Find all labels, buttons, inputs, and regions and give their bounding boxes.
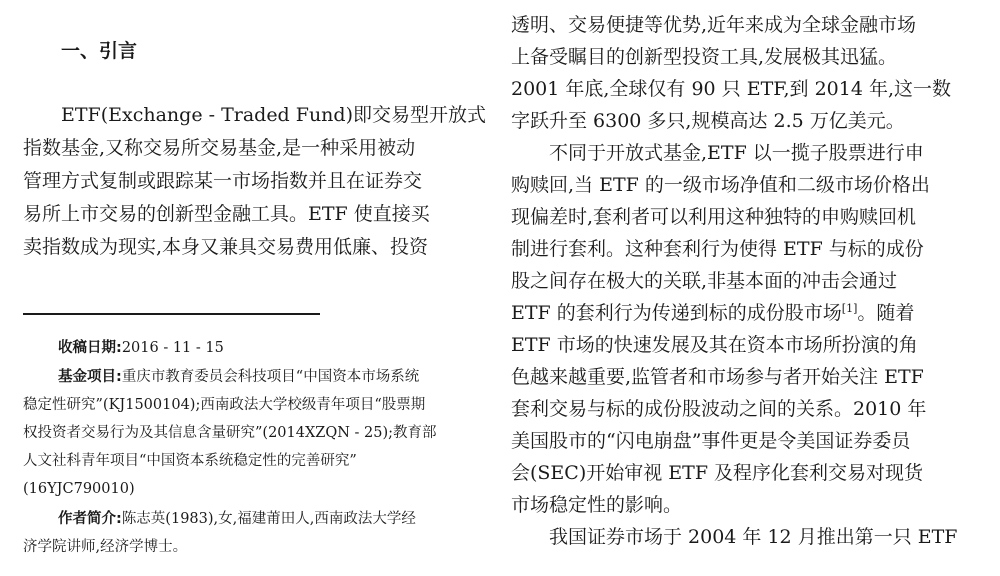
body-line: 透明、交易便捷等优势,近年来成为全球金融市场 (511, 14, 917, 36)
footnote-divider (23, 313, 320, 315)
body-line: 我国证券市场于 2004 年 12 月推出第一只 ETF (549, 526, 958, 548)
body-line: 上备受瞩目的创新型投资工具,发展极其迅猛。 (511, 46, 898, 68)
body-line: 色越来越重要,监管者和市场参与者开始关注 ETF (511, 366, 924, 388)
fund-line: 重庆市教育委员会科技项目“中国资本市场系统 (121, 369, 420, 385)
footnote-fund (58, 367, 419, 387)
footnote-line: 人文社科青年项目“中国资本系统稳定性的完善研究” (23, 453, 357, 469)
body-line: 不同于开放式基金,ETF 以一揽子股票进行申 (549, 142, 924, 164)
body-line: 现偏差时,套利者可以利用这种独特的申购赎回机 (511, 206, 917, 228)
footnote-line: 济学院讲师,经济学博士。 (23, 539, 188, 555)
body-line: ETF 市场的快速发展及其在资本市场所扮演的角 (511, 334, 918, 356)
footnote-line: (16YJC790010) (23, 481, 135, 497)
footnote-line: 稳定性研究”(KJ1500104);西南政法大学校级青年项目“股票期 (23, 397, 426, 413)
fund-label: 基金项目: (58, 369, 122, 385)
body-line: 卖指数成为现实,本身又兼具交易费用低廉、投资 (23, 236, 429, 258)
body-line: 市场稳定性的影响。 (511, 494, 683, 516)
received-label: 收稿日期: (58, 340, 122, 356)
author-label: 作者简介: (58, 511, 122, 527)
author-line: 陈志英(1983),女,福建莆田人,西南政法大学经 (121, 511, 416, 527)
body-line: 易所上市交易的创新型金融工具。ETF 使直接买 (23, 203, 430, 225)
section-heading: 一、引言 (61, 40, 138, 62)
body-line: 字跃升至 6300 多只,规模高达 2.5 万亿美元。 (511, 110, 905, 132)
body-line: 股之间存在极大的关联,非基本面的冲击会通过 (511, 270, 898, 292)
body-line-with-citation (511, 301, 914, 325)
body-line: 套利交易与标的成份股波动之间的关系。2010 年 (511, 398, 927, 420)
citation-ref: [1] (841, 302, 858, 315)
body-line: 会(SEC)开始审视 ETF 及程序化套利交易对现货 (511, 462, 924, 484)
body-text: ETF 的套利行为传递到标的成份股市场 (511, 302, 842, 324)
body-line: 2001 年底,全球仅有 90 只 ETF,到 2014 年,这一数 (511, 78, 952, 100)
body-text: 。随着 (857, 302, 915, 324)
body-line: 制进行套利。这种套利行为使得 ETF 与标的成份 (511, 238, 924, 260)
body-line: ETF(Exchange - Traded Fund)即交易型开放式 (61, 104, 486, 126)
body-line: 管理方式复制或跟踪某一市场指数并且在证券交 (23, 170, 423, 192)
footnote-author (58, 509, 416, 529)
received-value: 2016 - 11 - 15 (121, 340, 224, 356)
body-line: 购赎回,当 ETF 的一级市场净值和二级市场价格出 (511, 174, 930, 196)
body-line: 美国股市的“闪电崩盘”事件更是令美国证券委员 (511, 430, 911, 452)
body-line: 指数基金,又称交易所交易基金,是一种采用被动 (23, 137, 416, 159)
footnote-line: 权投资者交易行为及其信息含量研究”(2014XZQN - 25);教育部 (23, 425, 437, 441)
footnote-received (58, 338, 224, 358)
